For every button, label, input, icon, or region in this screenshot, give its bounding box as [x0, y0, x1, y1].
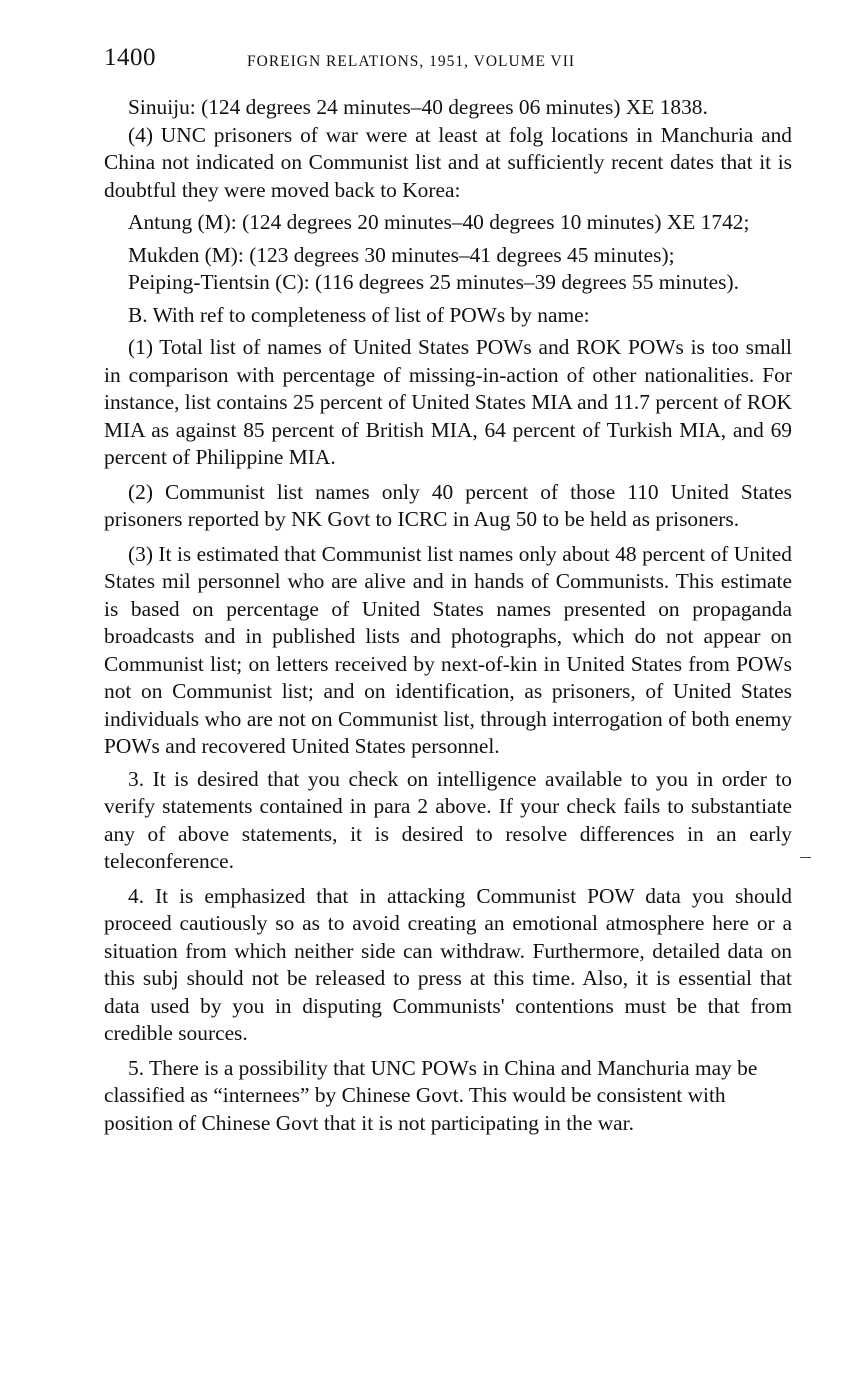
- paragraph-3: 3. It is desired that you check on intelligence available to you in order to verify statements contained in para 2 above. If your check fails to substantiate any of above statements, it is desired to resolve differences in an early teleconference.: [104, 766, 792, 873]
- document-page: [104, 44, 792, 1137]
- paragraph-b1: (1) Total list of names of United States POWs and ROK POWs is too small in comparison with percentage of missing-in-action of other nationalities. For instance, list contains 25 percent of United States MIA and 11.7 percent of ROK MIA as against 85 percent of British MIA, 64 percent of Turkish MIA, and 69 percent of Philippine MIA.: [104, 335, 792, 469]
- margin-mark: [800, 857, 811, 858]
- paragraph-sinuiju: Sinuiju: (124 degrees 24 minutes–40 degrees 06 minutes) XE 1838.: [128, 95, 708, 119]
- page-number: 1400: [104, 44, 156, 71]
- paragraph-peiping-tientsin: Peiping-Tientsin (C): (116 degrees 25 minutes–39 degrees 55 minutes).: [128, 270, 739, 294]
- paragraph-b3: (3) It is estimated that Communist list names only about 48 percent of United States mil personnel who are alive and in hands of Communists. This estimate is based on percentage of United States names presented on propaganda broadcasts and in published lists and photographs, which do not appear on Communist list; on letters received by next-of-kin in United States from POWs not on Communist list; and on identification, as prisoners, of United States individuals who are not on Communist list, through interrogation of both enemy POWs and recovered United States personnel.: [104, 541, 792, 758]
- paragraph-4: 4. It is emphasized that in attacking Communist POW data you should proceed cautiously so as to avoid creating an emotional atmosphere here or a situation from which neither side can withdraw. Furthermore, detailed data on this subj should not be released to press at this time. Also, it is essential that data used by you in disputing Communists' contentions must be that from credible sources.: [104, 883, 792, 1045]
- paragraph-mukden: Mukden (M): (123 degrees 30 minutes–41 degrees 45 minutes);: [128, 242, 675, 267]
- paragraph-antung: Antung (M): (124 degrees 20 minutes–40 degrees 10 minutes) XE 1742;: [128, 210, 750, 234]
- paragraph-b2: (2) Communist list names only 40 percent of those 110 United States prisoners reported by NK Govt to ICRC in Aug 50 to be held as prisoners.: [104, 479, 792, 531]
- document-body: [104, 94, 792, 1137]
- paragraph-manchuria-locations: (4) UNC prisoners of war were at least at folg locations in Manchuria and China not indicated on Communist list and at sufficiently recent dates that it is doubtful they were moved back to Korea:: [104, 122, 792, 202]
- running-head: FOREIGN RELATIONS, 1951, VOLUME VII: [247, 53, 576, 70]
- paragraph-5: 5. There is a possibility that UNC POWs in China and Manchuria may be classified as “internees” by Chinese Govt. This would be consistent with position of Chinese Govt that it is not participating in the war.: [104, 1055, 758, 1135]
- page-header: [104, 44, 792, 78]
- paragraph-b-completeness: B. With ref to completeness of list of POWs by name:: [128, 302, 590, 327]
